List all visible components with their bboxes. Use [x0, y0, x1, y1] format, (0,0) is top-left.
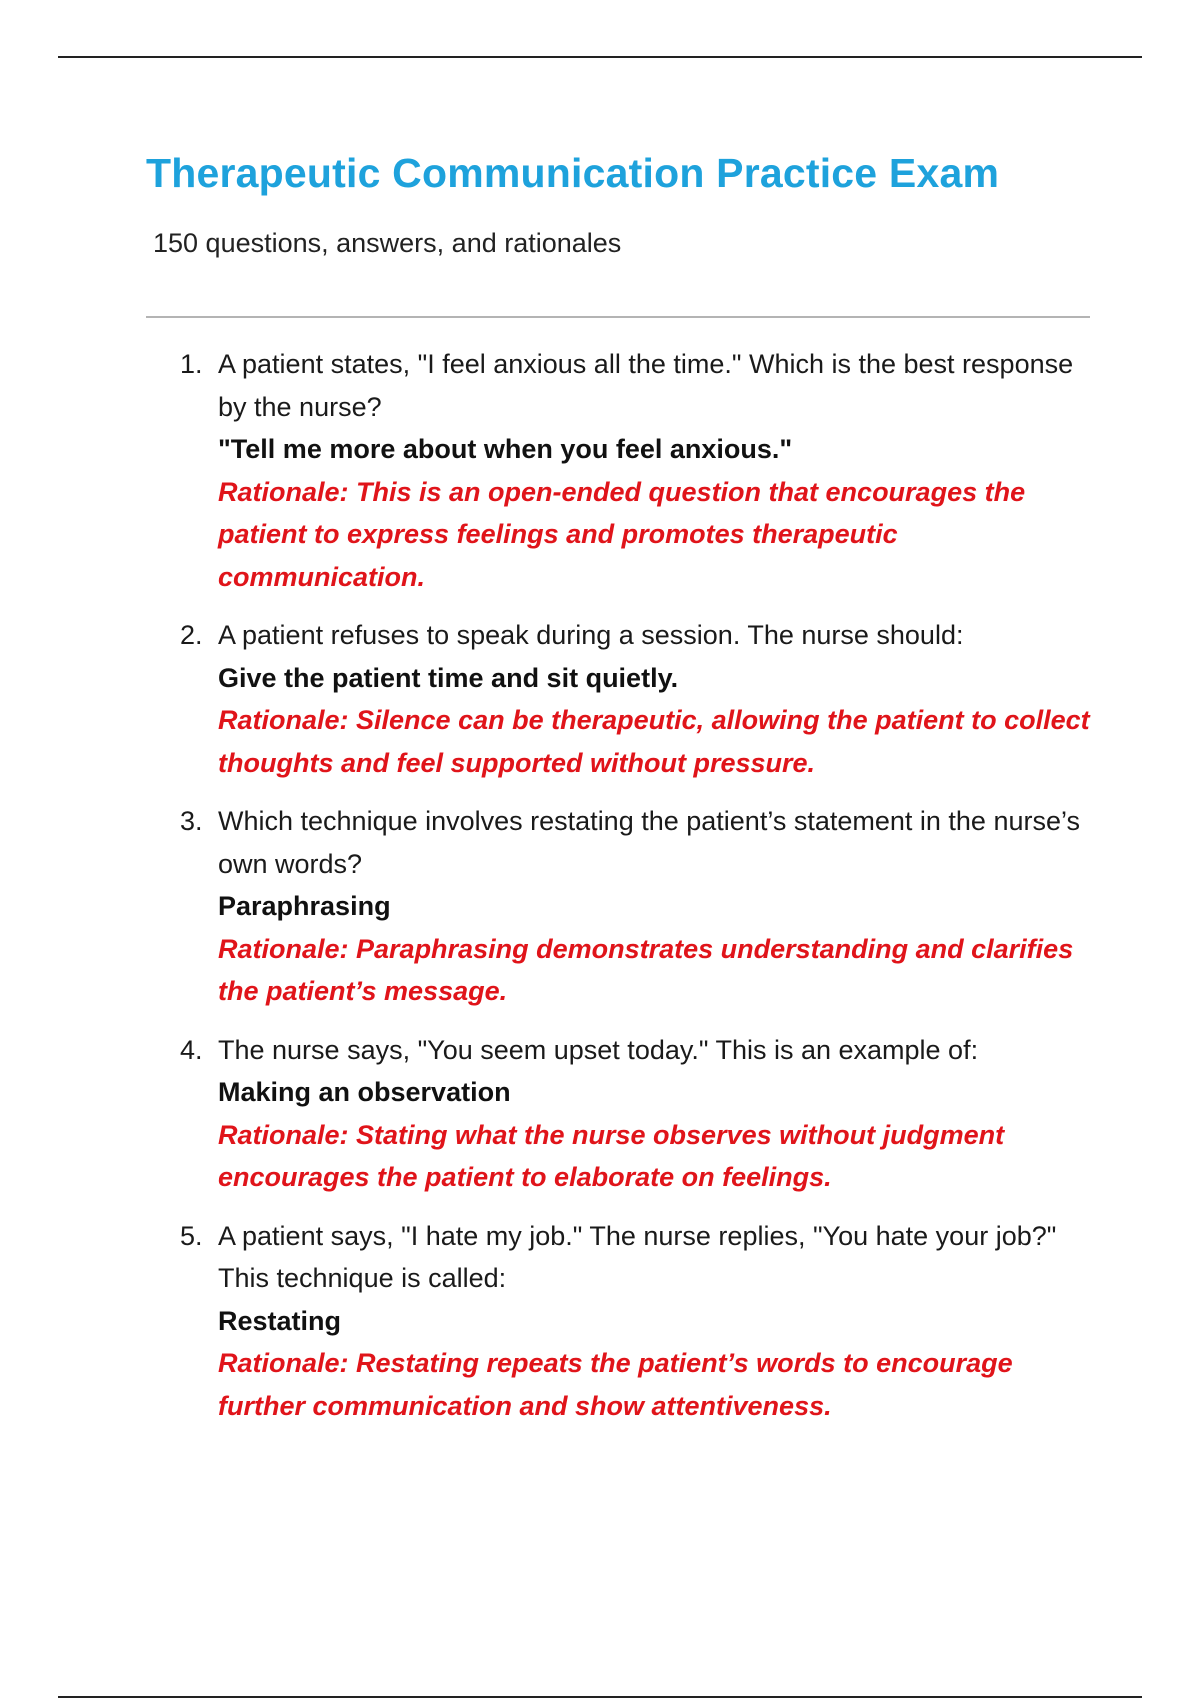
- question-item: [180, 1029, 1100, 1199]
- question-text: A patient says, "I hate my job." The nurse replies, "You hate your job?" This technique is called:: [218, 1220, 1057, 1293]
- question-text: A patient refuses to speak during a session. The nurse should:: [218, 620, 964, 650]
- page-bottom-rule: [58, 1696, 1142, 1698]
- question-list: [180, 343, 1100, 1443]
- question-number: 1.: [180, 349, 203, 379]
- question-answer: Restating: [218, 1305, 342, 1336]
- question-rationale: Rationale: Restating repeats the patient’s words to encourage further communication and show attentiveness.: [218, 1348, 1013, 1421]
- section-divider: [146, 316, 1090, 318]
- question-item: [180, 614, 1100, 784]
- question-number: 5.: [180, 1220, 203, 1251]
- page-top-rule: [58, 56, 1142, 58]
- question-answer: "Tell me more about when you feel anxious.": [218, 434, 793, 464]
- question-rationale: Rationale: Stating what the nurse observes without judgment encourages the patient to elaborate on feelings.: [218, 1119, 1005, 1192]
- question-number: 3.: [180, 806, 203, 836]
- document-title: Therapeutic Communication Practice Exam: [146, 150, 1000, 196]
- question-answer: Paraphrasing: [218, 891, 391, 921]
- question-rationale: Rationale: Silence can be therapeutic, allowing the patient to collect thoughts and feel supported without pressure.: [218, 705, 1090, 778]
- question-text: The nurse says, "You seem upset today." This is an example of:: [218, 1034, 979, 1065]
- question-answer: Give the patient time and sit quietly.: [218, 662, 679, 693]
- question-text: Which technique involves restating the patient’s statement in the nurse’s own words?: [218, 806, 1080, 879]
- question-item: [180, 1215, 1100, 1428]
- question-number: 4.: [180, 1034, 203, 1065]
- question-answer: Making an observation: [218, 1077, 511, 1107]
- question-number: 2.: [180, 620, 203, 650]
- document-subtitle: 150 questions, answers, and rationales: [153, 228, 622, 258]
- question-item: [180, 343, 1100, 598]
- question-text: A patient states, "I feel anxious all the time." Which is the best response by the nurse?: [218, 349, 1074, 422]
- question-rationale: Rationale: This is an open-ended question that encourages the patient to express feelings and promotes therapeutic communication.: [218, 476, 1026, 592]
- question-rationale: Rationale: Paraphrasing demonstrates understanding and clarifies the patient’s message.: [218, 933, 1074, 1006]
- question-item: [180, 800, 1100, 1013]
